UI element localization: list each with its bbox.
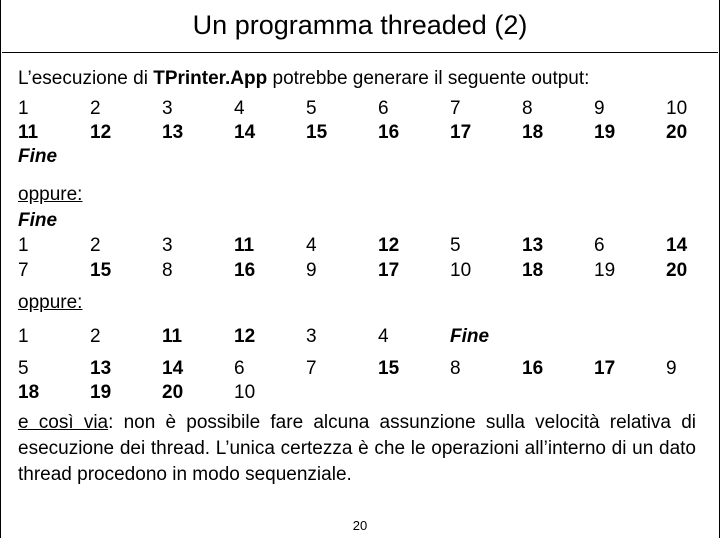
b3r2c10: 9 xyxy=(666,358,677,379)
b1r1c7: 7 xyxy=(450,98,461,119)
b1-end: Fine xyxy=(18,146,58,167)
b2r1c6: 12 xyxy=(378,235,400,256)
intro-prefix: L’esecuzione di xyxy=(18,68,154,89)
intro-text xyxy=(18,68,589,90)
b1r1c2: 2 xyxy=(90,98,101,119)
b2-end: Fine xyxy=(18,210,58,231)
b1r1c4: 4 xyxy=(234,98,245,119)
title-divider xyxy=(2,52,718,53)
b1r2c3: 13 xyxy=(162,122,184,143)
b2r2c3: 8 xyxy=(162,260,173,281)
page-title: Un programma threaded (2) xyxy=(192,10,528,40)
b3r2c8: 16 xyxy=(522,358,544,379)
b2r2c8: 18 xyxy=(522,260,544,281)
b2r1c4: 11 xyxy=(234,235,255,256)
b1r1c1: 1 xyxy=(18,98,29,119)
b3r1c1: 1 xyxy=(18,326,29,347)
b2r1c8: 13 xyxy=(522,235,544,256)
b2r1c1: 1 xyxy=(18,235,29,256)
paragraph-lead: e così via xyxy=(18,412,109,433)
b2r2c2: 15 xyxy=(90,260,112,281)
b3r1c2: 2 xyxy=(90,326,101,347)
b3r1c4: 12 xyxy=(234,326,256,347)
paragraph-body: : non è possibile fare alcuna assunzione sulla velocità relativa di esecuzione dei thread. L’unica certezza è che le operazioni all’interno di un dato thread procedono in modo sequenziale. xyxy=(18,412,696,485)
b2r2c1: 7 xyxy=(18,260,29,281)
b1r1c8: 8 xyxy=(522,98,533,119)
b3r1c6: 4 xyxy=(378,326,389,347)
b2r2c7: 10 xyxy=(450,260,472,281)
oppure-label-2: oppure: xyxy=(18,292,83,313)
b3r2c9: 17 xyxy=(594,358,616,379)
b3r3c2: 19 xyxy=(90,382,112,403)
b2r1c9: 6 xyxy=(594,235,605,256)
b1r2c6: 16 xyxy=(378,122,400,143)
b3r2c3: 14 xyxy=(162,358,184,379)
b1r1c10: 10 xyxy=(666,98,688,119)
b2r1c5: 4 xyxy=(306,235,317,256)
b1r2c7: 17 xyxy=(450,122,472,143)
b1r2c8: 18 xyxy=(522,122,544,143)
b1r2c10: 20 xyxy=(666,122,688,143)
b2r2c5: 9 xyxy=(306,260,317,281)
b2r1c7: 5 xyxy=(450,235,461,256)
b2r1c10: 14 xyxy=(666,235,688,256)
intro-suffix: potrebbe generare il seguente output: xyxy=(267,68,590,89)
b2r2c4: 16 xyxy=(234,260,256,281)
b2r2c9: 19 xyxy=(594,260,616,281)
b1r1c5: 5 xyxy=(306,98,317,119)
b3r3c1: 18 xyxy=(18,382,40,403)
b3r3c4: 10 xyxy=(234,382,256,403)
b3r2c6: 15 xyxy=(378,358,400,379)
b3-end: Fine xyxy=(450,326,490,347)
b1r2c4: 14 xyxy=(234,122,256,143)
b1r2c2: 12 xyxy=(90,122,112,143)
b1r1c3: 3 xyxy=(162,98,173,119)
b3r1c5: 3 xyxy=(306,326,317,347)
b2r1c3: 3 xyxy=(162,235,173,256)
b3r1c3: 11 xyxy=(162,326,183,347)
b3r2c7: 8 xyxy=(450,358,461,379)
b3r2c2: 13 xyxy=(90,358,112,379)
page-number: 20 xyxy=(352,518,368,533)
explanation-paragraph xyxy=(18,410,696,488)
b1r1c6: 6 xyxy=(378,98,389,119)
b1r1c9: 9 xyxy=(594,98,605,119)
b1r2c1: 11 xyxy=(18,122,39,143)
b3r2c5: 7 xyxy=(306,358,317,379)
app-name: TPrinter.App xyxy=(153,68,268,89)
oppure-label-1: oppure: xyxy=(18,184,83,205)
b3r2c4: 6 xyxy=(234,358,245,379)
b3r3c3: 20 xyxy=(162,382,184,403)
b2r2c10: 20 xyxy=(666,260,688,281)
b3r2c1: 5 xyxy=(18,358,29,379)
b1r2c9: 19 xyxy=(594,122,616,143)
b2r2c6: 17 xyxy=(378,260,400,281)
b2r1c2: 2 xyxy=(90,235,101,256)
b1r2c5: 15 xyxy=(306,122,328,143)
